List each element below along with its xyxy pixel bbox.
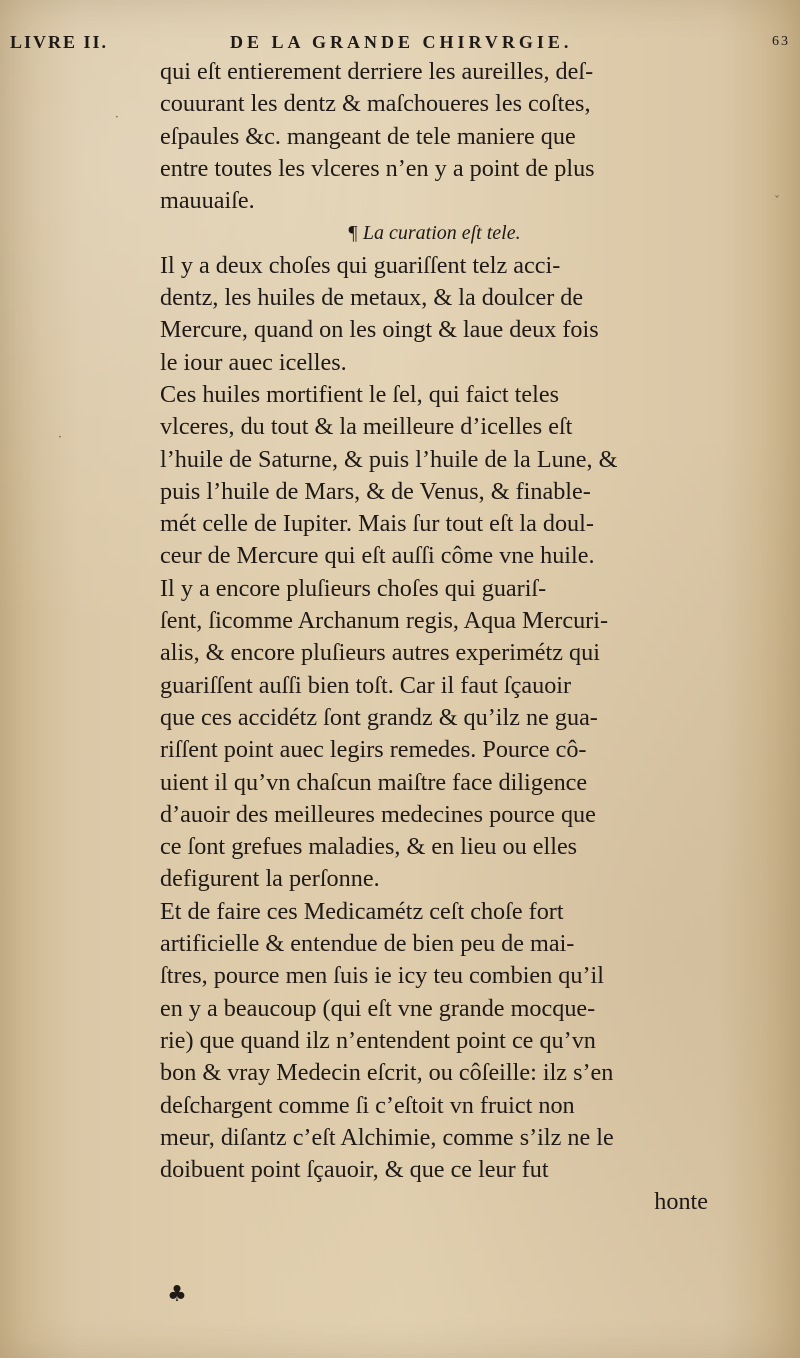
margin-dot-icon: · [115,110,119,124]
text-line: que ces accidétz ſont grandz & qu’ilz ne gua- [160,703,598,731]
catchword: honte [654,1188,708,1216]
margin-tick-icon: ˇ [774,194,780,208]
text-line: qui eſt entierement derriere les aureilles, deſ- [160,58,594,85]
text-line: meur, diſantz c’eſt Alchimie, comme s’ilz ne le [160,1123,614,1151]
text-line: ce ſont grefues maladies, & en lieu ou elles [160,833,578,861]
text-line: le iour auec icelles. [160,348,347,376]
text-line: guariſſent auſſi bien toſt. Car il faut ſçauoir [160,671,572,699]
text-line: alis, & encore pluſieurs autres experimétz qui [160,639,600,667]
margin-dot-icon: · [58,430,62,444]
text-line: en y a beaucoup (qui eſt vne grande mocque- [160,994,596,1022]
page-number: 63 [772,34,790,49]
header-title: DE LA GRANDE CHIRVRGIE. [230,32,573,52]
text-line: artificielle & entendue de bien peu de mai- [160,930,575,958]
header-book-label: LIVRE II. [10,32,109,52]
text-line: rie) que quand ilz n’entendent point ce qu’vn [160,1026,596,1054]
text-line: Il y a deux choſes qui guariſſent telz acci- [160,251,561,279]
footer-ornament-icon: ♣ [167,1281,187,1307]
text-line: bon & vray Medecin eſcrit, ou côſeille: ilz s’en [160,1059,614,1087]
text-line: mét celle de Iupiter. Mais ſur tout eſt la doul- [160,510,594,538]
text-line: ſent, ſicomme Archanum regis, Aqua Mercuri- [160,607,609,635]
text-line: Mercure, quand on les oingt & laue deux fois [160,316,599,344]
text-line: mauuaiſe. [160,187,255,215]
text-line: ceur de Mercure qui eſt auſſi côme vne huile. [160,542,595,570]
text-line: deſchargent comme ſi c’eſtoit vn fruict non [160,1091,575,1119]
text-line: eſpaules &c. mangeant de tele maniere que [160,122,576,150]
text-line: vlceres, du tout & la meilleure d’icelles eſt [160,413,573,441]
main-text-block [160,56,708,1219]
text-line: l’huile de Saturne, & puis l’huile de la Lune, & [160,445,618,473]
text-line: d’auoir des meilleures medecines pource que [160,800,596,828]
text-line: Ces huiles mortifient le ſel, qui faict teles [160,380,559,408]
text-line: entre toutes les vlceres n’en y a point de plus [160,154,595,182]
section-heading: ¶ La curation eſt tele. [347,222,521,245]
text-line: ſtres, pource men ſuis ie icy teu combien qu’il [160,962,604,990]
text-line: uient il qu’vn chaſcun maiſtre face diligence [160,768,588,796]
text-line: dentz, les huiles de metaux, & la doulcer de [160,284,584,312]
text-line: doibuent point ſçauoir, & que ce leur fut [160,1156,549,1184]
text-line: Et de faire ces Medicamétz ceſt choſe fort [160,897,564,925]
text-line: defigurent la perſonne. [160,865,380,893]
text-line: puis l’huile de Mars, & de Venus, & finable- [160,477,591,505]
text-line: riſſent point auec legirs remedes. Pource cô- [160,736,587,764]
running-header [10,30,790,54]
text-line: couurant les dentz & maſchoueres les coſtes, [160,90,591,118]
text-line: Il y a encore pluſieurs choſes qui guariſ- [160,574,547,602]
